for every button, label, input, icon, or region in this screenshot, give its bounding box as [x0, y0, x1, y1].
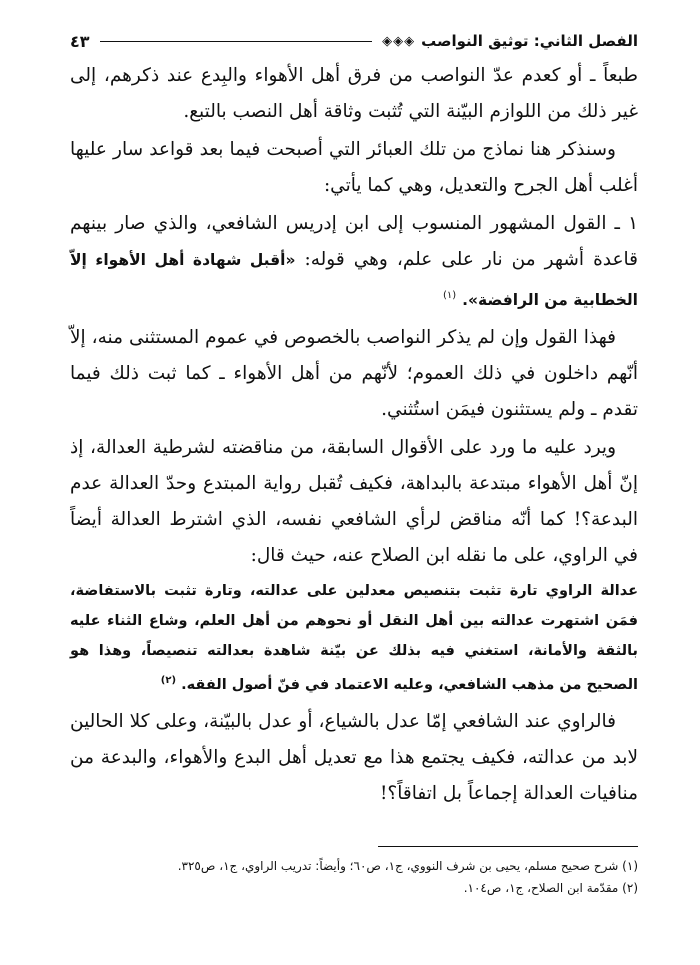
footnote-ref-1: (١) [443, 290, 457, 301]
block-quote-text: عدالة الراوي تارة تثبت بتنصيص معدلين على عدالته، وتارة تثبت بالاستفاضة، فمَن اشتهرت عدالته بين أهل النقل أو نحوهم من أهل العلم، وشاع الثناء عليه بالثقة والأمانة، استغني فيه بذلك عن بيّنة شاهدة بعدالته تنصيصاً، وهذا هو الصحيح من مذهب الشافعي، وعليه الاعتماد في فنّ أصول الفقه. [70, 583, 638, 693]
footnotes [70, 846, 638, 899]
diamond-ornament-icon: ◈◈◈ [382, 33, 416, 49]
running-header [70, 28, 638, 54]
paragraph-5: ويرد عليه ما ورد على الأقوال السابقة، من مناقضته لشرطية العدالة، إذ إنّ أهل الأهواء مبتدعة بالبداهة، فكيف تُقبل رواية المبتدع وحدّ العدالة عدم البدعة؟! كما أنّه مناقض لرأي الشافعي نفسه، الذي اشترط العدالة أيضاً في الراوي، على ما نقله ابن الصلاح عنه، حيث قال: [70, 437, 638, 567]
block-quote [70, 576, 638, 700]
footnote-1: (١) شرح صحيح مسلم، يحيى بن شرف النووي، ج١، ص٦٠؛ وأيضاً: تدريب الراوي، ج١، ص٣٢٥. [177, 859, 638, 873]
paragraph-1: طبعاً ـ أو كعدم عدّ النواصب من فرق أهل الأهواء والبِدع عند ذكرهم، إلى غير ذلك من اللوازم البيّنة التي تُثبت وثاقة أهل النصب بالتبع. [70, 65, 638, 122]
header-rule [100, 41, 373, 42]
footnote-2: (٢) مقدّمة ابن الصلاح، ج١، ص١٠٤. [463, 881, 638, 895]
paragraph-6: فالراوي عند الشافعي إمّا عدل بالشياع، أو عدل بالبيّنة، وعلى كلا الحالين لابد من عدالته، فكيف يجتمع هذا مع تعديل أهل البدع والأهواء، والبدعة من منافيات العدالة إجماعاً بل اتفاقاً؟! [70, 710, 638, 804]
page-number: ٤٣ [70, 31, 90, 51]
body-text [70, 58, 638, 814]
paragraph-3-text: ١ ـ القول المشهور المنسوب إلى ابن إدريس الشافعي، والذي صار بينهم قاعدة أشهر من نار على علم، وهي قوله: [70, 213, 638, 270]
footnote-ref-2: (٢) [160, 675, 177, 687]
footnote-rule [378, 846, 638, 847]
chapter-title: الفصل الثاني: توثيق النواصب [421, 32, 638, 50]
paragraph-2: وسنذكر هنا نماذج من تلك العبائر التي أصبحت فيما بعد قواعد سار عليها أغلب أهل الجرح والتعديل، وهي كما يأتي: [70, 139, 638, 196]
paragraph-4: فهذا القول وإن لم يذكر النواصب بالخصوص في عموم المستثنى منه، إلاّ أنّهم داخلون في ذلك العموم؛ لأنّهم من أهل الأهواء ـ كما ثبت ذلك فيما تقدم ـ ولم يستثنون فيمَن استُثني. [70, 327, 638, 421]
shafii-quote: «أقبل شهادة أهل الأهواء إلاّ الخطابية من الرافضة». [70, 251, 638, 310]
paragraph-3 [70, 206, 638, 318]
